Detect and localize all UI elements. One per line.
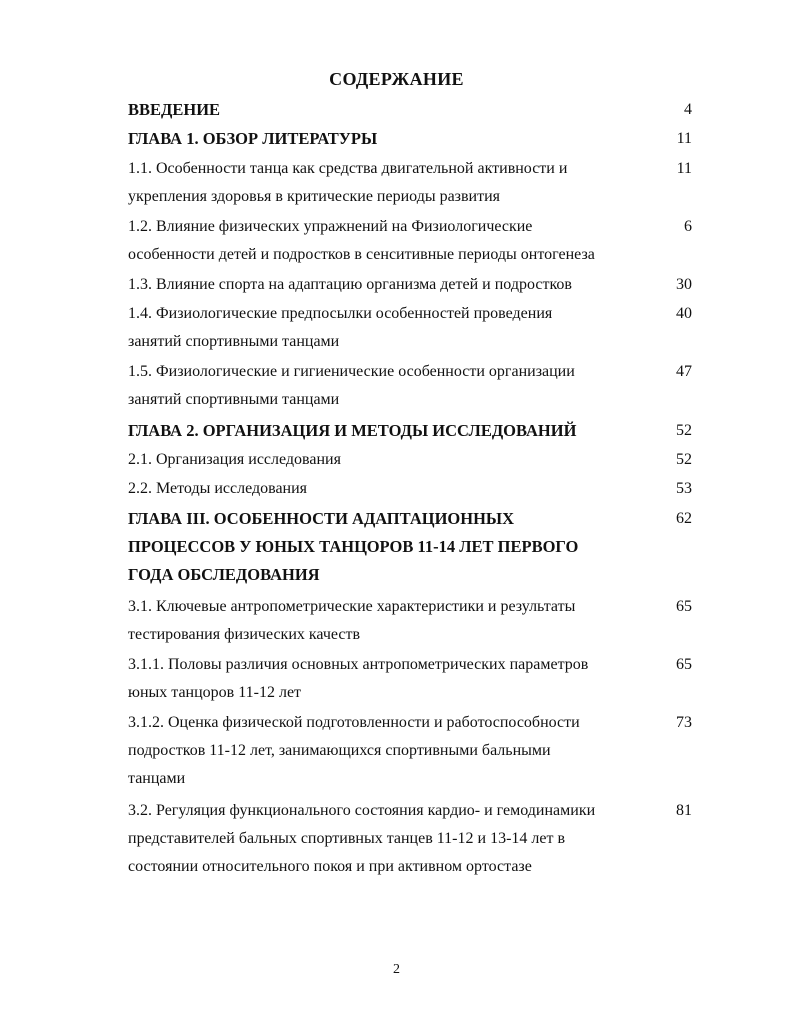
toc-entry-line: занятий спортивными танцами xyxy=(128,333,340,350)
toc-entry-line: ГОДА ОБСЛЕДОВАНИЯ xyxy=(128,565,320,584)
toc-entry-title xyxy=(128,475,648,503)
toc-entry-title xyxy=(128,213,648,269)
toc-entry-page: 65 xyxy=(676,656,692,673)
page-title: СОДЕРЖАНИЕ xyxy=(329,69,464,89)
toc-entry-title xyxy=(128,709,648,793)
toc-entry-page: 52 xyxy=(676,422,692,439)
toc-entry-line: ГЛАВА III. ОСОБЕННОСТИ АДАПТАЦИОННЫХ xyxy=(128,509,515,528)
toc-entry-title xyxy=(128,505,648,589)
toc-entry-page: 11 xyxy=(676,160,692,177)
toc-entry-title xyxy=(128,797,648,881)
toc-entry-title xyxy=(128,446,648,474)
toc-entry-line: 3.1.1. Половы различия основных антропометрических параметров xyxy=(128,656,589,673)
toc-entry-page: 11 xyxy=(676,130,692,147)
toc-entry-page: 53 xyxy=(676,480,692,497)
toc-entry-line: 3.1. Ключевые антропометрические характеристики и результаты xyxy=(128,598,576,615)
toc-entry-line: танцами xyxy=(128,770,186,787)
toc-entry-line: состоянии относительного покоя и при активном ортостазе xyxy=(128,858,532,875)
toc-entry-line: занятий спортивными танцами xyxy=(128,391,340,408)
toc-entry-line: 2.2. Методы исследования xyxy=(128,480,308,497)
toc-entry-page: 30 xyxy=(676,276,692,293)
toc-entry-page: 6 xyxy=(684,218,692,235)
toc-entry-line: представителей бальных спортивных танцев 11-12 и 13-14 лет в xyxy=(128,830,566,847)
toc-entry-line: ПРОЦЕССОВ У ЮНЫХ ТАНЦОРОВ 11-14 ЛЕТ ПЕРВОГО xyxy=(128,537,579,556)
toc-entry-line: укрепления здоровья в критические периоды развития xyxy=(128,188,501,205)
toc-entry-line: ГЛАВА 1. ОБЗОР ЛИТЕРАТУРЫ xyxy=(128,129,378,148)
toc-entry-line: юных танцоров 11-12 лет xyxy=(128,684,302,701)
toc-entry-line: 3.1.2. Оценка физической подготовленности и работоспособности xyxy=(128,714,580,731)
toc-entry-title xyxy=(128,651,648,707)
toc-entry-title xyxy=(128,96,648,124)
toc-entry-title xyxy=(128,271,648,299)
toc-entry-line: 3.2. Регуляция функционального состояния кардио- и гемодинамики xyxy=(128,802,596,819)
toc-entry-page: 47 xyxy=(676,363,692,380)
toc-entry-page: 65 xyxy=(676,598,692,615)
page-number: 2 xyxy=(393,962,400,977)
toc-entry-line: 1.4. Физиологические предпосылки особенностей проведения xyxy=(128,305,553,322)
toc-entry-line: 1.3. Влияние спорта на адаптацию организма детей и подростков xyxy=(128,276,572,293)
toc-entry-page: 52 xyxy=(676,451,692,468)
toc-entry-line: 1.5. Физиологические и гигиенические особенности организации xyxy=(128,363,575,380)
toc-entry-page: 40 xyxy=(676,305,692,322)
toc-entry-line: особенности детей и подростков в сенситивные периоды онтогенеза xyxy=(128,246,595,263)
toc-entry-title xyxy=(128,417,648,445)
toc-entry-page: 62 xyxy=(676,510,692,527)
toc-entry-title xyxy=(128,125,648,153)
toc-entry-page: 4 xyxy=(684,101,692,118)
toc-entry-title xyxy=(128,593,648,649)
toc-entry-title xyxy=(128,300,648,356)
toc-entry-line: 1.1. Особенности танца как средства двигательной активности и xyxy=(128,160,568,177)
toc-entry-line: ВВЕДЕНИЕ xyxy=(128,100,221,119)
toc-entry-page: 81 xyxy=(676,802,692,819)
toc-entry-line: подростков 11-12 лет, занимающихся спортивными бальными xyxy=(128,742,551,759)
toc-entry-title xyxy=(128,358,648,414)
toc-entry-line: ГЛАВА 2. ОРГАНИЗАЦИЯ И МЕТОДЫ ИССЛЕДОВАНИЙ xyxy=(128,421,577,440)
toc-entry-line: 2.1. Организация исследования xyxy=(128,451,341,468)
toc-entry-line: тестирования физических качеств xyxy=(128,626,361,643)
toc-entry-page: 73 xyxy=(676,714,692,731)
toc-entry-title xyxy=(128,155,648,211)
toc-entry-line: 1.2. Влияние физических упражнений на Физиологические xyxy=(128,218,533,235)
